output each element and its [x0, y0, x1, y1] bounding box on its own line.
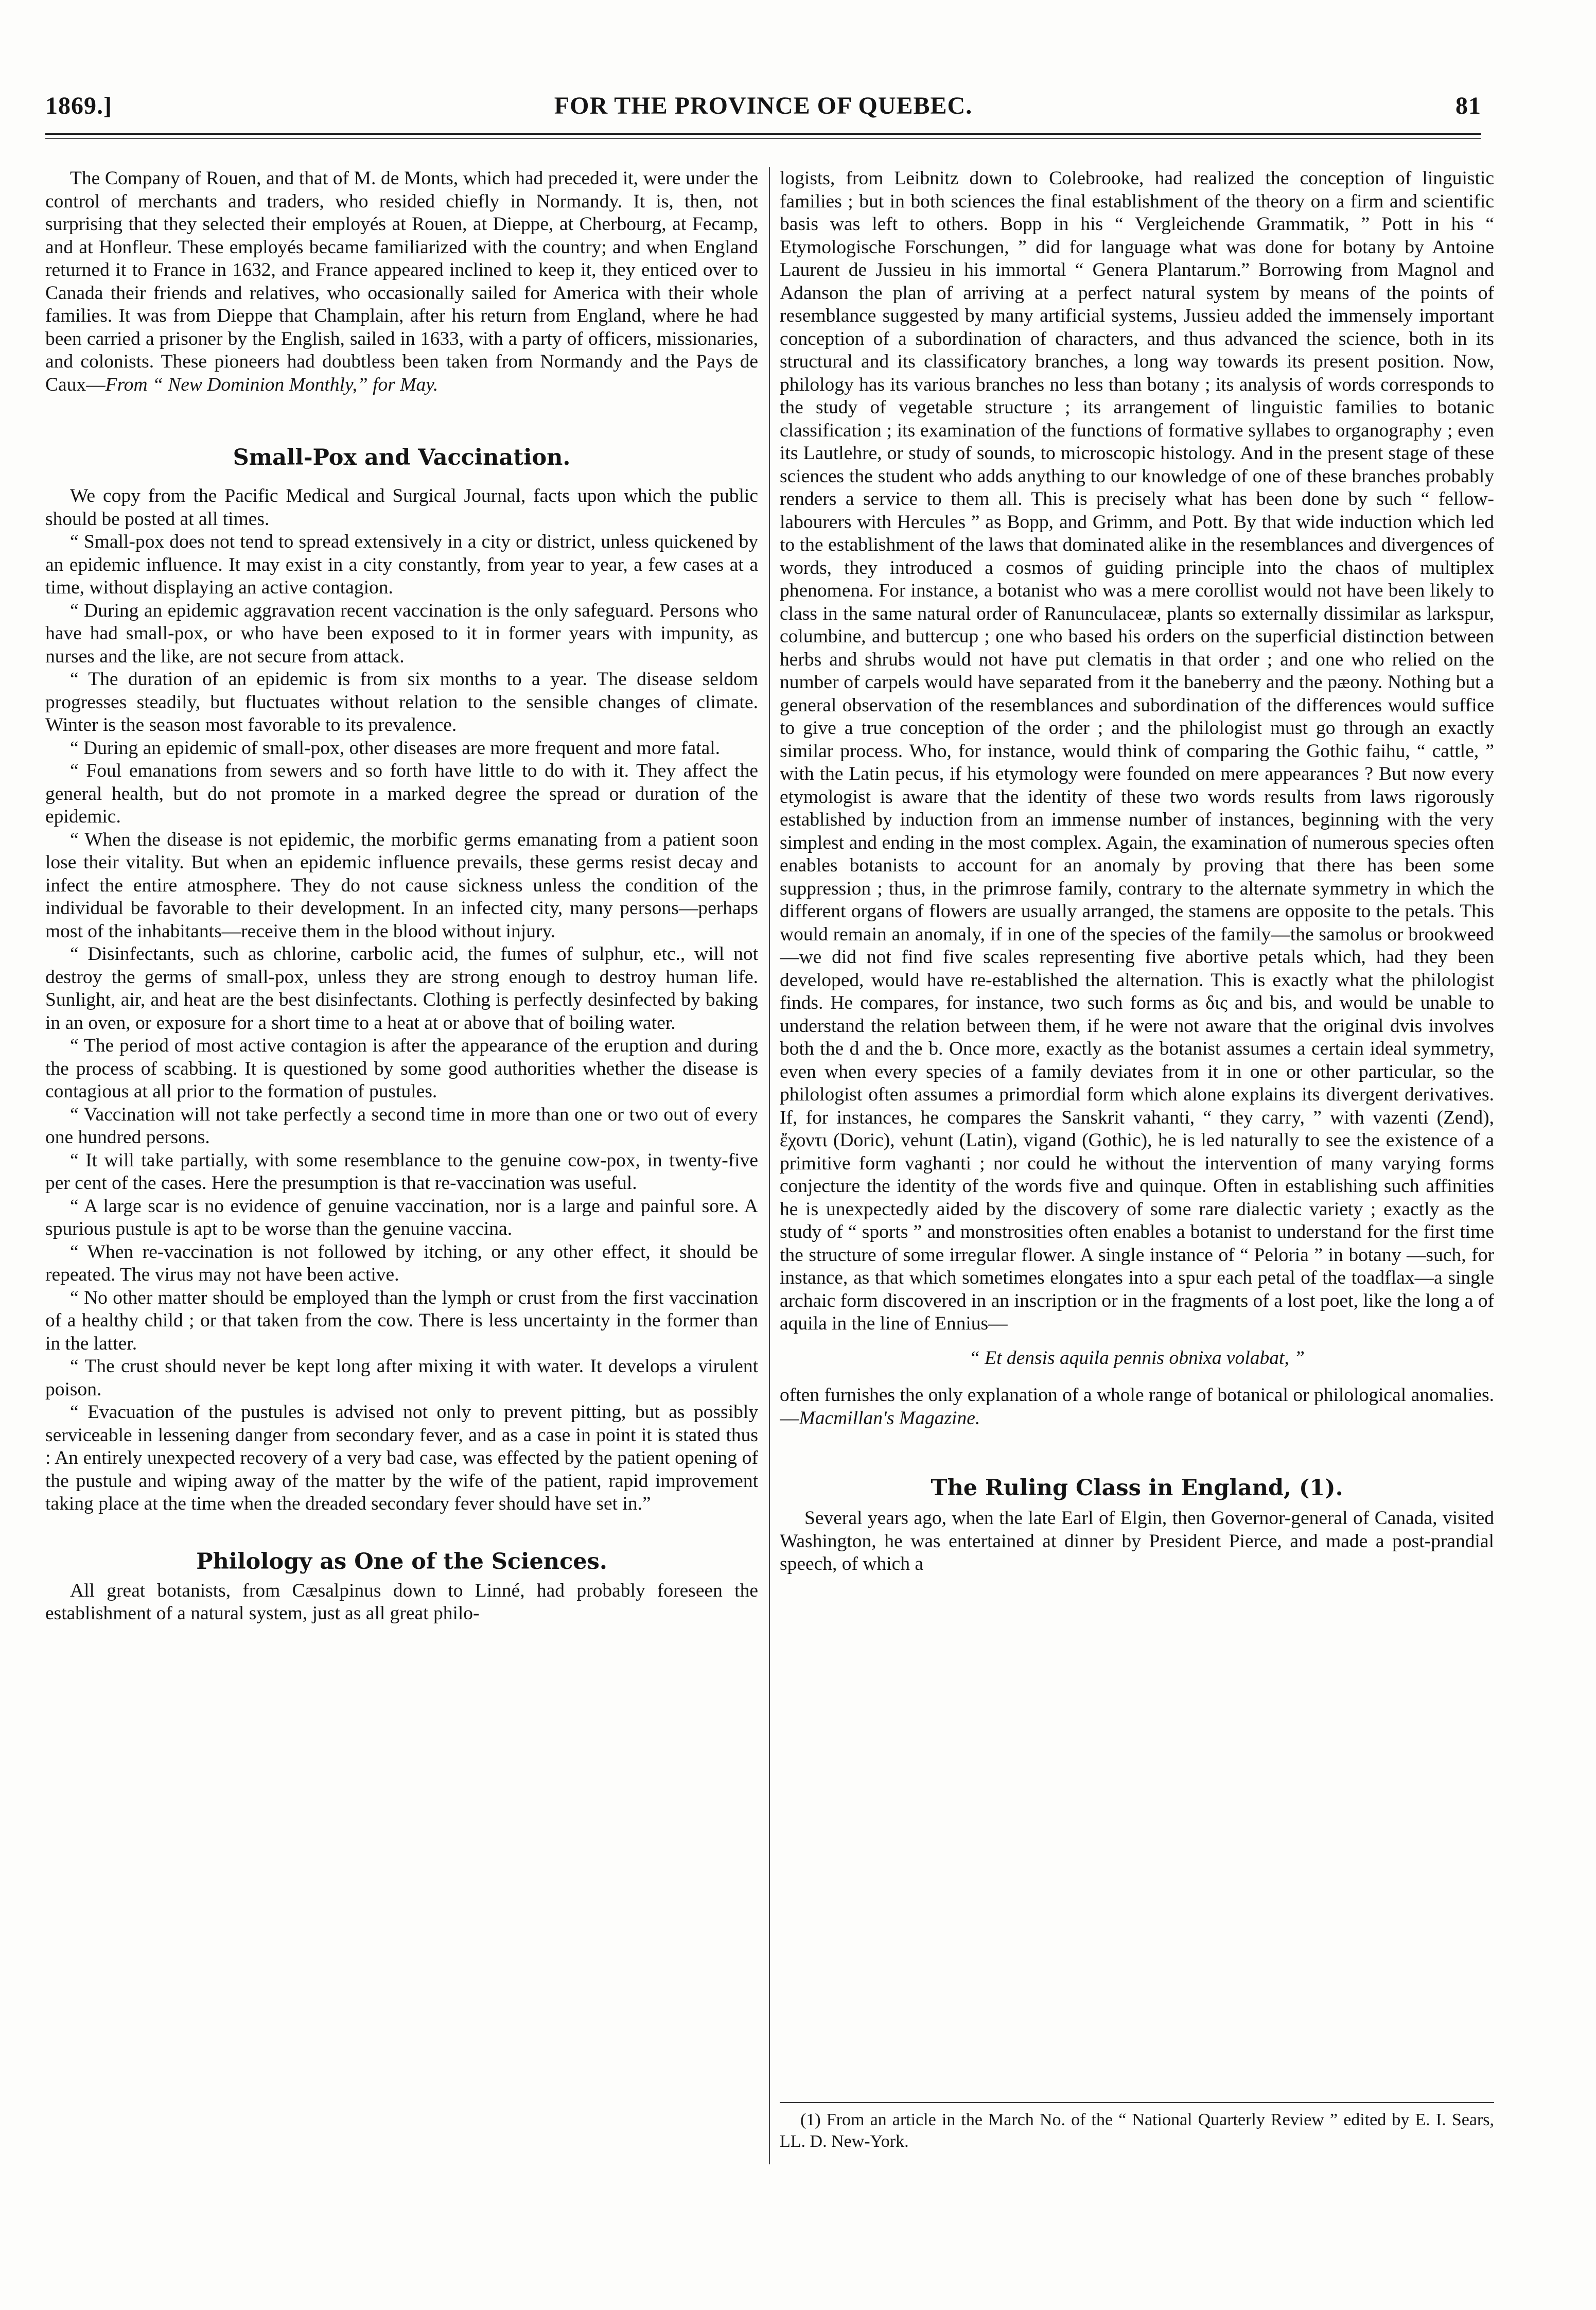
- smallpox-paragraph: “ Disinfectants, such as chlorine, carbolic acid, the fumes of sulphur, etc., will not destroy the germs of small-pox, unless they are strong enough to destroy human life. Sunlight, air, and heat are the best disinfectants. Clothing is perfectly desinfected by baking in an oven, or exposure for a short time to a heat at or above that of boiling water.: [45, 943, 758, 1034]
- smallpox-heading: Small-Pox and Vaccination.: [233, 445, 571, 470]
- intro-source: From “ New Dominion Monthly,” for May.: [105, 374, 439, 395]
- smallpox-paragraph: “ Small-pox does not tend to spread extensively in a city or district, unless quickened by an epidemic influence. It may exist in a city constantly, from year to year, a few cases at a time, without displaying an active contagion.: [45, 531, 758, 598]
- smallpox-paragraph: “ During an epidemic aggravation recent vaccination is the only safeguard. Persons who have had small-pox, or who have been exposed to it in former years with impunity, as nurses and the like, are not secure from attack.: [45, 600, 758, 667]
- philology-continued: logists, from Leibnitz down to Colebrooke, had realized the conception of linguistic families ; but in both sciences the final establishment of the theory on a firm and scientific basis was left to others. Bopp in his “ Vergleichende Grammatik, ” Pott in his “ Etymologische Forschungen, ” did for language what was done for botany by Antoine Laurent de Jussieu in his immortal “ Genera Plantarum.” Borrowing from Magnol and Adanson the plan of arriving at a perfect natural system by means of the points of resemblance suggested by many artificial systems, Jussieu added the immensely important conception of a subordination of characters, and thus advanced the science, both in its structural and its classificatory branches, a long way towards its present position. Now, philology has its various branches no less than botany ; its analysis of words corresponds to the study of vegetable structure ; its arrangement of linguistic families to botanic classification ; its examination of the functions of formative syllabes to organography ; even its Lautlehre, or study of sounds, to microscopic histology. And in the present stage of these sciences the student who adds anything to our knowledge of one of these branches probably renders a service to them all. This is precisely what has been done by such “ fellow-labourers with Hercules ” as Bopp, and Grimm, and Pott. By that wide induction which led to the establishment of the laws that dominated alike in the resemblances and divergences of words, they introduced a cosmos of guiding principle into the chaos of multiplex phenomena. For instance, a botanist who was a mere corollist would not have been likely to class in the same natural order of Ranunculaceæ, plants so externally dissimilar as larkspur, columbine, and buttercup ; one who based his orders on the superficial distinction between herbs and shrubs would not have put clematis in that order ; and one who relied on the number of carpels would have separated from it the baneberry and the pæony. Nothing but a general observation of the resemblances and subordination of the differences would suffice to give a true conception of the order ; and the philologist must go through an exactly similar process. Who, for instance, would think of comparing the Gothic faihu, “ cattle, ” with the Latin pecus, if his etymology were founded on mere appearances ? But now every etymologist is aware that the identity of these two words results from laws rigorously established by induction from an immense number of instances, beginning with the very simplest and ending in the most complex. Again, the examination of numerous species often enables botanists to account for an anomaly by proving that there has been some suppression ; thus, in the primrose family, contrary to the alternate symmetry in which the different organs of flowers are usually arranged, the stamens are opposite to the petals. This would remain an anomaly, if in one of the species of the family—the samolus or brookweed—we did not find five scales representing five abortive petals which, had they been developed, would have re-established the alternation. This is exactly what the philologist finds. He compares, for instance, two such forms as δις and bis, and would be unable to understand the relation between them, if he were not aware that the original dvis involves both the d and the b. Once more, exactly as the botanist assumes a certain ideal symmetry, even when every species of a family deviates from it in one or other particular, so the philologist often assumes a primordial form which alone explains its divergent derivatives. If, for instances, he compares the Sanskrit vahanti, “ they carry, ” with vazenti (Zend), ἔχοντι (Doric), vehunt (Latin), vigand (Gothic), he is led naturally to see the existence of a primitive form vaghanti ; nor could he without the intervention of many varying forms conjecture the identity of the words five and quinque. Often in establishing such affinities he is unexpectedly aided by the discovery of some rare dialectic variety ; exactly as the study of “ sports ” and monstrosities often enables a botanist to understand for the first time the structure of some irregular flower. A single instance of “ Peloria ” in botany —such, for instance, as that which sometimes elongates into a spur each petal of the toadflax—a single archaic form discovered in an inscription or in the fragments of a lost poet, like the long a of aquila in the line of Ennius—: [780, 168, 1494, 1334]
- smallpox-paragraph: “ The duration of an epidemic is from six months to a year. The disease seldom progresses steadily, but fluctuates without relation to the sensible changes of climate. Winter is the season most favorable to its prevalence.: [45, 669, 758, 736]
- header-year: 1869.]: [45, 92, 112, 119]
- ennius-quote: “ Et densis aquila pennis obnixa volabat, ”: [969, 1347, 1305, 1369]
- left-column: [45, 167, 758, 2242]
- smallpox-paragraph: “ No other matter should be employed than the lymph or crust from the first vaccination of a healthy child ; or that taken from the cow. There is less uncertainty in the former than in the latter.: [45, 1287, 758, 1354]
- header-rule: [45, 133, 1481, 135]
- footnote-rule: [780, 2102, 1494, 2103]
- after-quote-paragraph: often furnishes the only explanation of a whole range of botanical or philological anomalies.—Macmillan's Magazine.: [780, 1385, 1494, 1429]
- smallpox-paragraph: “ It will take partially, with some resemblance to the genuine cow-pox, in twenty-five per cent of the cases. Here the presumption is that re-vaccination was useful.: [45, 1149, 758, 1194]
- smallpox-paragraph: “ The crust should never be kept long after mixing it with water. It develops a virulent poison.: [45, 1356, 758, 1400]
- smallpox-paragraph: “ During an epidemic of small-pox, other diseases are more frequent and more fatal.: [70, 737, 721, 759]
- smallpox-paragraph: We copy from the Pacific Medical and Surgical Journal, facts upon which the public should be posted at all times.: [45, 485, 758, 530]
- footnote: [780, 2109, 1494, 2152]
- smallpox-paragraph: “ Vaccination will not take perfectly a second time in more than one or two out of every one hundred persons.: [45, 1104, 758, 1148]
- philology-heading: Philology as One of the Sciences.: [196, 1548, 607, 1574]
- ruling-class-heading: The Ruling Class in England, (1).: [931, 1475, 1343, 1501]
- column-divider: [769, 167, 770, 2164]
- smallpox-paragraph: “ The period of most active contagion is after the appearance of the eruption and during the process of scabbing. It is questioned by some good authorities whether the disease is contagious at all prior to the formation of pustules.: [45, 1035, 758, 1102]
- ruling-class-paragraph: Several years ago, when the late Earl of Elgin, then Governor-general of Canada, visited Washington, he was entertained at dinner by President Pierce, and made a post-prandial speech, of which a: [780, 1508, 1494, 1574]
- header-title: FOR THE PROVINCE OF QUEBEC.: [554, 92, 973, 119]
- macmillan-source: Macmillan's Magazine.: [799, 1407, 980, 1429]
- header-rule-thin: [45, 138, 1481, 139]
- right-column: [780, 167, 1494, 2103]
- smallpox-paragraph: “ When re-vaccination is not followed by itching, or any other effect, it should be repeated. The virus may not have been active.: [45, 1241, 758, 1285]
- philology-opening: All great botanists, from Cæsalpinus down to Linné, had probably foreseen the establishment of a natural system, just as all great philo-: [45, 1580, 758, 1624]
- smallpox-paragraph: “ Evacuation of the pustules is advised not only to prevent pitting, but as possibly serviceable in lessening danger from secondary fever, and as a case in point it is stated thus : An entirely unexpected recovery of a very bad case, was effected by the patient opening of the pustule and wiping away of the matter by the wife of the patient, rapid improvement taking place at the time when the dreaded secondary fever should have set in.”: [45, 1402, 758, 1514]
- page-number: 81: [1455, 92, 1481, 119]
- footnote-text: (1) From an article in the March No. of the “ National Quarterly Review ” edited by E. I. Sears, LL. D. New-York.: [780, 2110, 1494, 2151]
- smallpox-paragraph: “ When the disease is not epidemic, the morbific germs emanating from a patient soon lose their vitality. But when an epidemic influence prevails, these germs resist decay and infect the entire atmosphere. They do not cause sickness unless the condition of the individual be favorable to their development. In an infected city, many persons—perhaps most of the inhabitants—receive them in the blood without injury.: [45, 829, 758, 942]
- smallpox-paragraph: “ A large scar is no evidence of genuine vaccination, nor is a large and painful sore. A spurious pustule is apt to be worse than the genuine vaccina.: [45, 1195, 758, 1239]
- smallpox-paragraph: “ Foul emanations from sewers and so forth have little to do with it. They affect the general health, but do not promote in a marked degree the spread or duration of the epidemic.: [45, 760, 758, 827]
- intro-paragraph: The Company of Rouen, and that of M. de Monts, which had preceded it, were under the control of merchants and traders, who resided chiefly in Normandy. It is, then, not surprising that they selected their employés at Rouen, at Dieppe, at Cherbourg, at Fecamp, and at Honfleur. These employés became familiarized with the country; and when England returned it to France in 1632, and France appeared inclined to keep it, they enticed over to Canada their friends and relatives, who occasionally sailed for America with their whole families. It was from Dieppe that Champlain, after his return from England, where he had been carried a prisoner by the English, sailed in 1633, with a party of officers, missionaries, and colonists. These pioneers had doubtless been taken from Normandy and the Pays de Caux—From “ New Dominion Monthly,” for May.: [45, 168, 758, 395]
- running-header: [45, 92, 1481, 128]
